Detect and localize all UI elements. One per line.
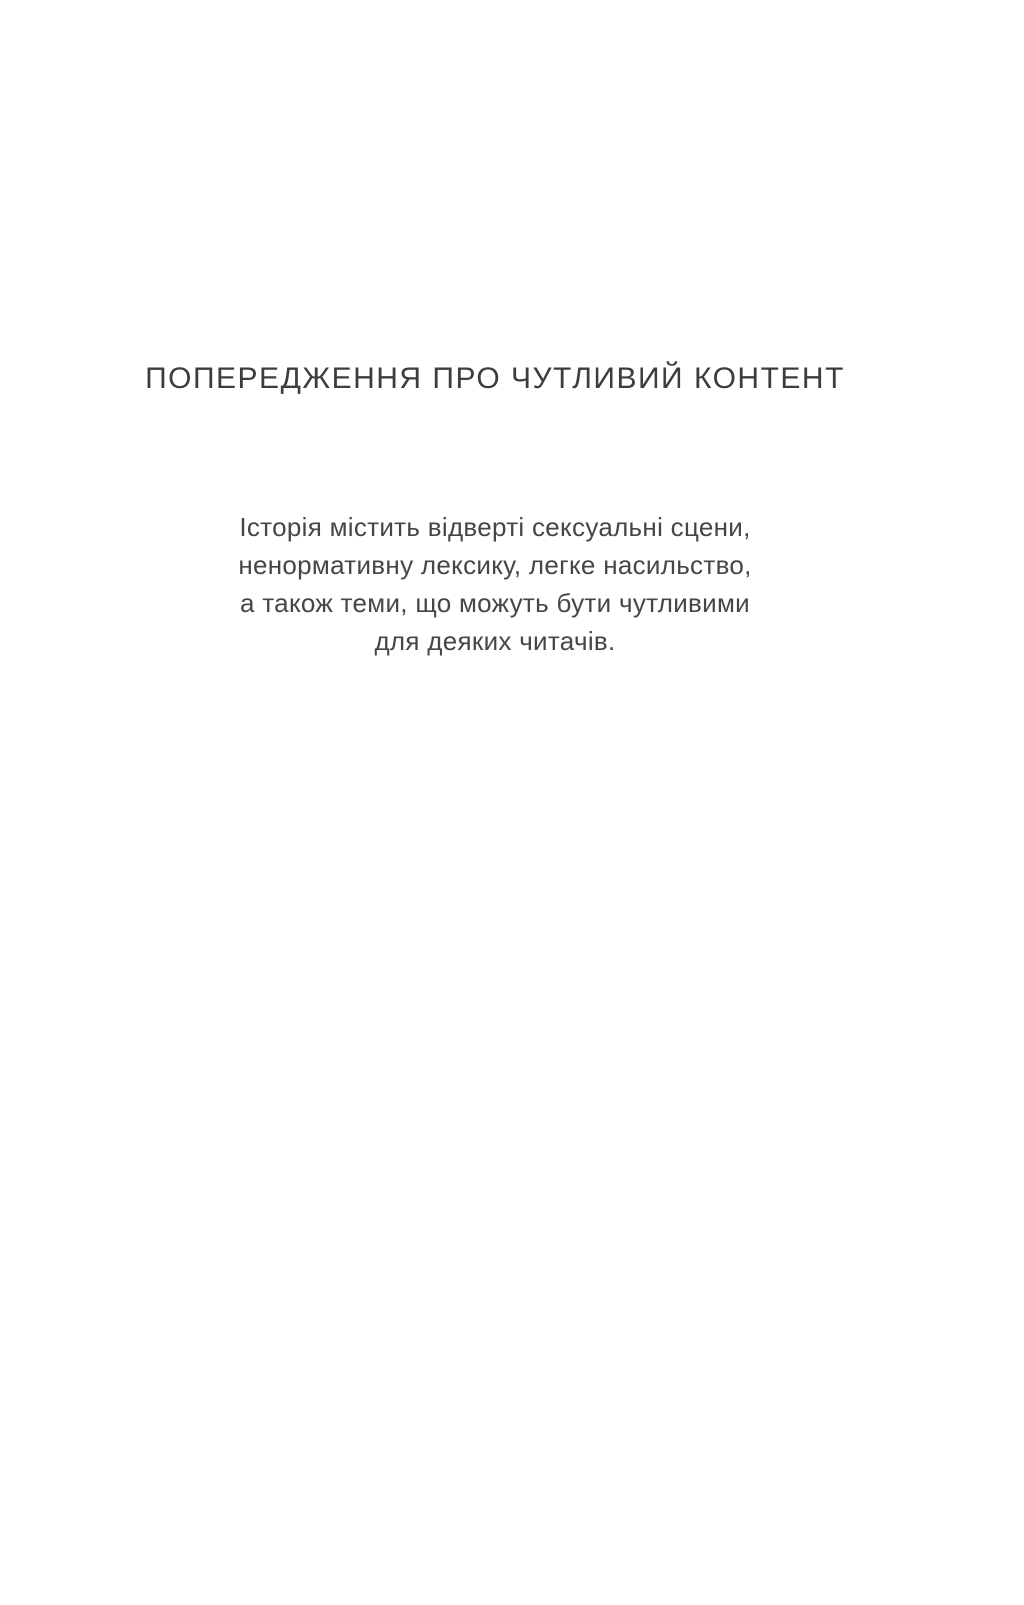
paragraph-line-2: ненормативну лексику, легке насильство, (238, 550, 752, 580)
paragraph-line-4: для деяких читачів. (374, 626, 616, 656)
content-column (31, 0, 959, 1605)
paragraph-line-1: Історія містить відверті сексуальні сцени, (239, 512, 751, 542)
paragraph-line-3: а також теми, що можуть бути чутливими (239, 588, 750, 618)
content-warning-paragraph (31, 508, 959, 660)
content-warning-heading: ПОПЕРЕДЖЕННЯ ПРО ЧУТЛИВИЙ КОНТЕНТ (145, 362, 845, 395)
